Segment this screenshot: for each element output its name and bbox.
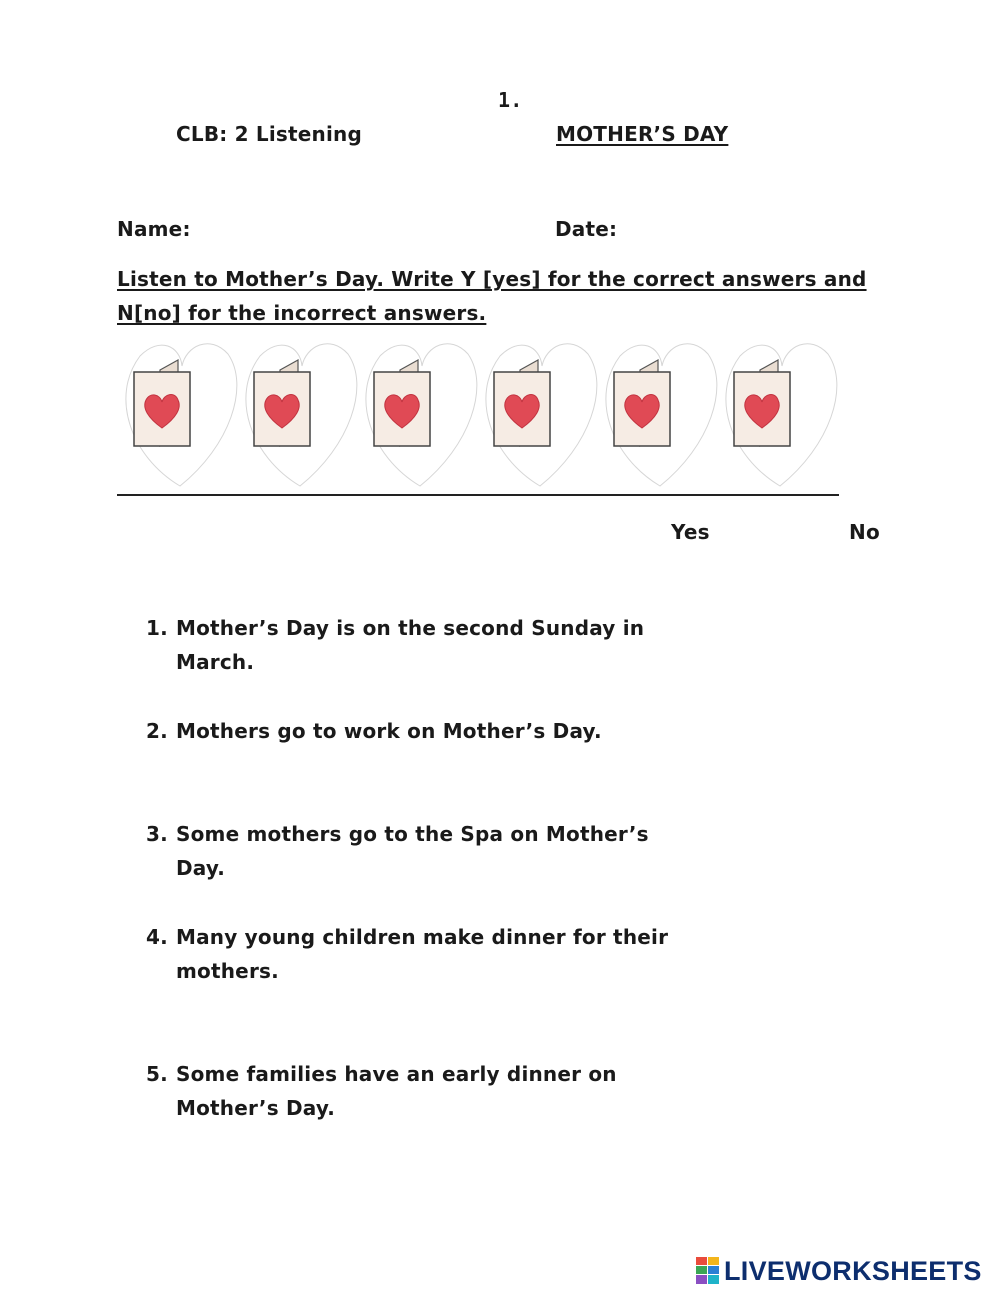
- date-label: Date:: [555, 217, 618, 241]
- heart-card-icon: [246, 344, 357, 486]
- question-text: Some families have an early dinner on Mother’s Day.: [176, 1062, 617, 1120]
- heart-card-icon: [486, 344, 597, 486]
- heart-card-icon: [726, 344, 837, 486]
- question-text: Mothers go to work on Mother’s Day.: [176, 719, 602, 743]
- instructions: Listen to Mother’s Day. Write Y [yes] for the correct answers and N[no] for the incorrect answers.: [117, 267, 867, 325]
- heart-cards-decoration: [112, 336, 842, 501]
- question-text: Some mothers go to the Spa on Mother’s Day.: [176, 822, 649, 880]
- name-label: Name:: [117, 217, 191, 241]
- worksheet-title: MOTHER’S DAY: [556, 122, 729, 146]
- no-column-header: No: [849, 520, 880, 544]
- question-5: [146, 1057, 706, 1125]
- heart-card-icon: [606, 344, 717, 486]
- divider-line: [117, 494, 839, 496]
- liveworksheets-logo-icon: [696, 1257, 720, 1285]
- question-number: 4.: [146, 925, 168, 949]
- question-text: Mother’s Day is on the second Sunday in March.: [176, 616, 645, 674]
- yes-column-header: Yes: [671, 520, 710, 544]
- question-number: 3.: [146, 822, 168, 846]
- question-number: 2.: [146, 719, 168, 743]
- question-number: 1.: [146, 616, 168, 640]
- liveworksheets-brand: [696, 1253, 982, 1289]
- question-2: [146, 714, 706, 748]
- heart-card-icon: [126, 344, 237, 486]
- question-text: Many young children make dinner for their mothers.: [176, 925, 669, 983]
- question-3: [146, 817, 706, 885]
- question-number: 5.: [146, 1062, 168, 1086]
- heart-card-icon: [366, 344, 477, 486]
- page-number: 1.: [498, 88, 523, 112]
- course-label: CLB: 2 Listening: [176, 122, 362, 146]
- question-1: [146, 611, 706, 679]
- brand-text: LIVEWORKSHEETS: [724, 1255, 982, 1286]
- question-4: [146, 920, 706, 988]
